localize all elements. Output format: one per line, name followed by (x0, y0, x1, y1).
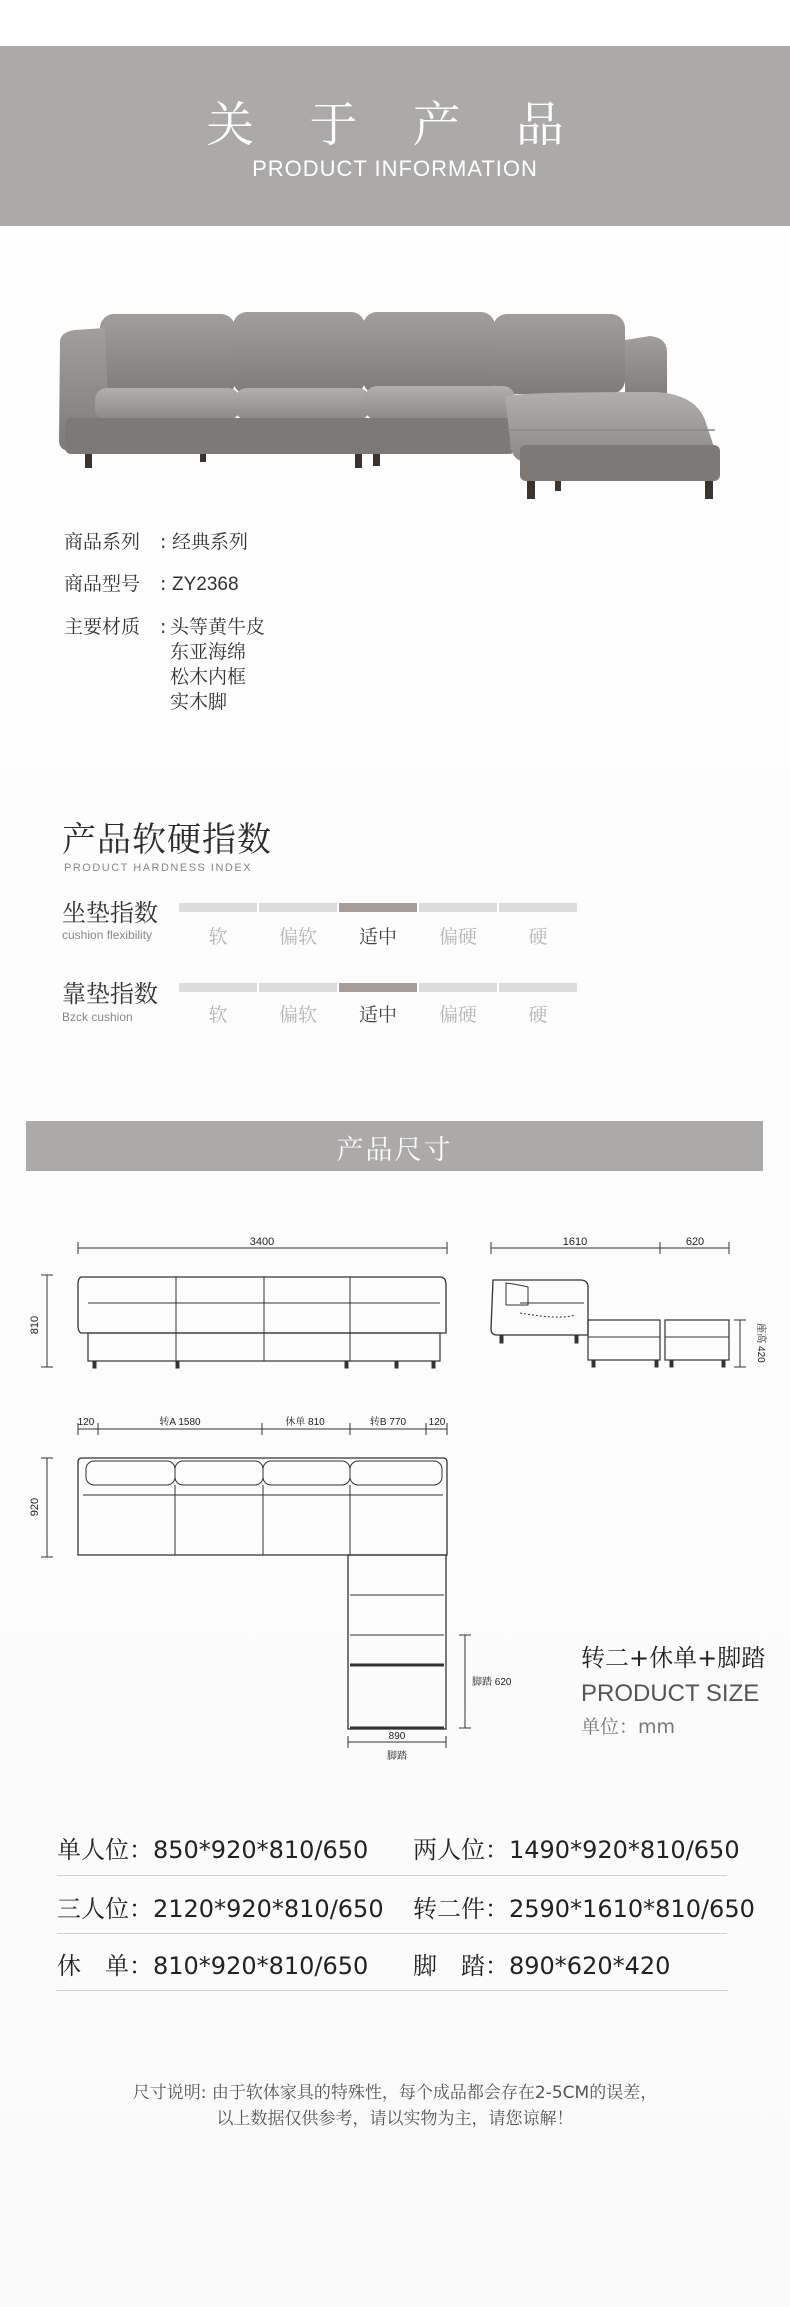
model-label: 商品型号 (64, 573, 141, 595)
seat-level-label: 软 (208, 926, 228, 948)
header-subtitle: PRODUCT INFORMATION (252, 156, 538, 181)
footstool-depth-label: 脚踏 620 (472, 1677, 512, 1688)
material-item: 东亚海绵 (170, 641, 247, 663)
footstool-label: 脚踏 (387, 1751, 407, 1762)
size-note-line1: 尺寸说明: 由于软体家具的特殊性，每个成品都会存在2-5CM的误差， (132, 2083, 658, 2103)
seat-level-label-active: 适中 (358, 926, 397, 948)
combo-subtitle: PRODUCT SIZE (581, 1680, 760, 1707)
seat-height-label: 座高 420 (755, 1323, 766, 1363)
back-level-label: 偏软 (278, 1004, 317, 1026)
top-view (29, 1415, 512, 1762)
size-unit: 单位：mm (581, 1716, 676, 1738)
spec-divider (57, 1933, 727, 1934)
back-index-title: 靠垫指数 (62, 980, 158, 1008)
spec-triple: 三人位：2120*920*810/650 (57, 1895, 384, 1923)
series-value: 经典系列 (172, 531, 249, 553)
spec-divider (57, 1875, 727, 1876)
header-title: 关 于 产 品 (206, 97, 584, 153)
model-value: ZY2368 (172, 574, 239, 595)
sofa-product-image (55, 300, 745, 540)
back-level-label: 硬 (528, 1004, 548, 1026)
front-width-label: 3400 (249, 1236, 275, 1248)
series-colon: : (160, 531, 167, 553)
material-item: 松木内框 (170, 666, 247, 688)
side-ottoman-label: 620 (685, 1236, 705, 1248)
size-note-line2: 以上数据仅供参考，请以实物为主，请您谅解！ (216, 2109, 574, 2129)
hardness-subtitle: PRODUCT HARDNESS INDEX (64, 862, 253, 874)
back-level-bar-active (339, 983, 417, 992)
seat-level-label: 偏软 (278, 926, 317, 948)
top-b-label: 休单 810 (285, 1417, 325, 1428)
hardness-title: 产品软硬指数 (62, 820, 272, 860)
series-label: 商品系列 (64, 531, 141, 553)
seat-level-bar-active (339, 903, 417, 912)
info-material (64, 612, 172, 639)
model-colon: : (160, 573, 167, 595)
side-depth-label: 1610 (562, 1236, 588, 1248)
spec-single: 单人位：850*920*810/650 (57, 1836, 369, 1864)
spec-chaise: 休 单：810*920*810/650 (57, 1952, 369, 1980)
seat-index-subtitle: cushion flexibility (62, 928, 153, 942)
spec-double: 两人位：1490*920*810/650 (413, 1836, 740, 1864)
back-level-bar (259, 983, 337, 992)
seat-level-bar (419, 903, 497, 912)
info-series (64, 527, 248, 554)
top-c-label: 转B 770 (369, 1417, 407, 1428)
seat-level-bar (499, 903, 577, 912)
back-level-bar (179, 983, 257, 992)
front-height-label: 810 (29, 1315, 41, 1335)
back-level-bar (419, 983, 497, 992)
back-level-label-active: 适中 (358, 1004, 397, 1026)
material-item: 实木脚 (170, 691, 228, 713)
seat-level-label: 硬 (528, 926, 548, 948)
front-view (29, 1236, 447, 1368)
footstool-width-label: 890 (388, 1731, 406, 1742)
combo-title: 转二+休单+脚踏 (581, 1644, 766, 1672)
side-view (491, 1236, 768, 1367)
seat-index-title: 坐垫指数 (62, 899, 158, 927)
spec-footstool: 脚 踏：890*620*420 (413, 1952, 671, 1980)
back-level-label: 软 (208, 1004, 228, 1026)
material-item: 头等黄牛皮 (170, 616, 266, 638)
top-a-label: 转A 1580 (159, 1417, 201, 1428)
back-index-subtitle: Bzck cushion (62, 1010, 133, 1024)
info-model (64, 569, 239, 596)
seat-level-bar (179, 903, 257, 912)
material-label: 主要材质 (64, 616, 141, 638)
material-colon: : (160, 616, 167, 638)
top-arm-right-label: 120 (428, 1417, 446, 1428)
back-level-label: 偏硬 (438, 1004, 477, 1026)
seat-level-bar (259, 903, 337, 912)
back-level-bar (499, 983, 577, 992)
spec-corner: 转二件：2590*1610*810/650 (413, 1895, 755, 1923)
top-depth-label: 920 (29, 1497, 41, 1517)
spec-divider (57, 1990, 727, 1991)
size-title: 产品尺寸 (336, 1135, 453, 1166)
top-arm-left-label: 120 (77, 1417, 95, 1428)
seat-level-label: 偏硬 (438, 926, 477, 948)
